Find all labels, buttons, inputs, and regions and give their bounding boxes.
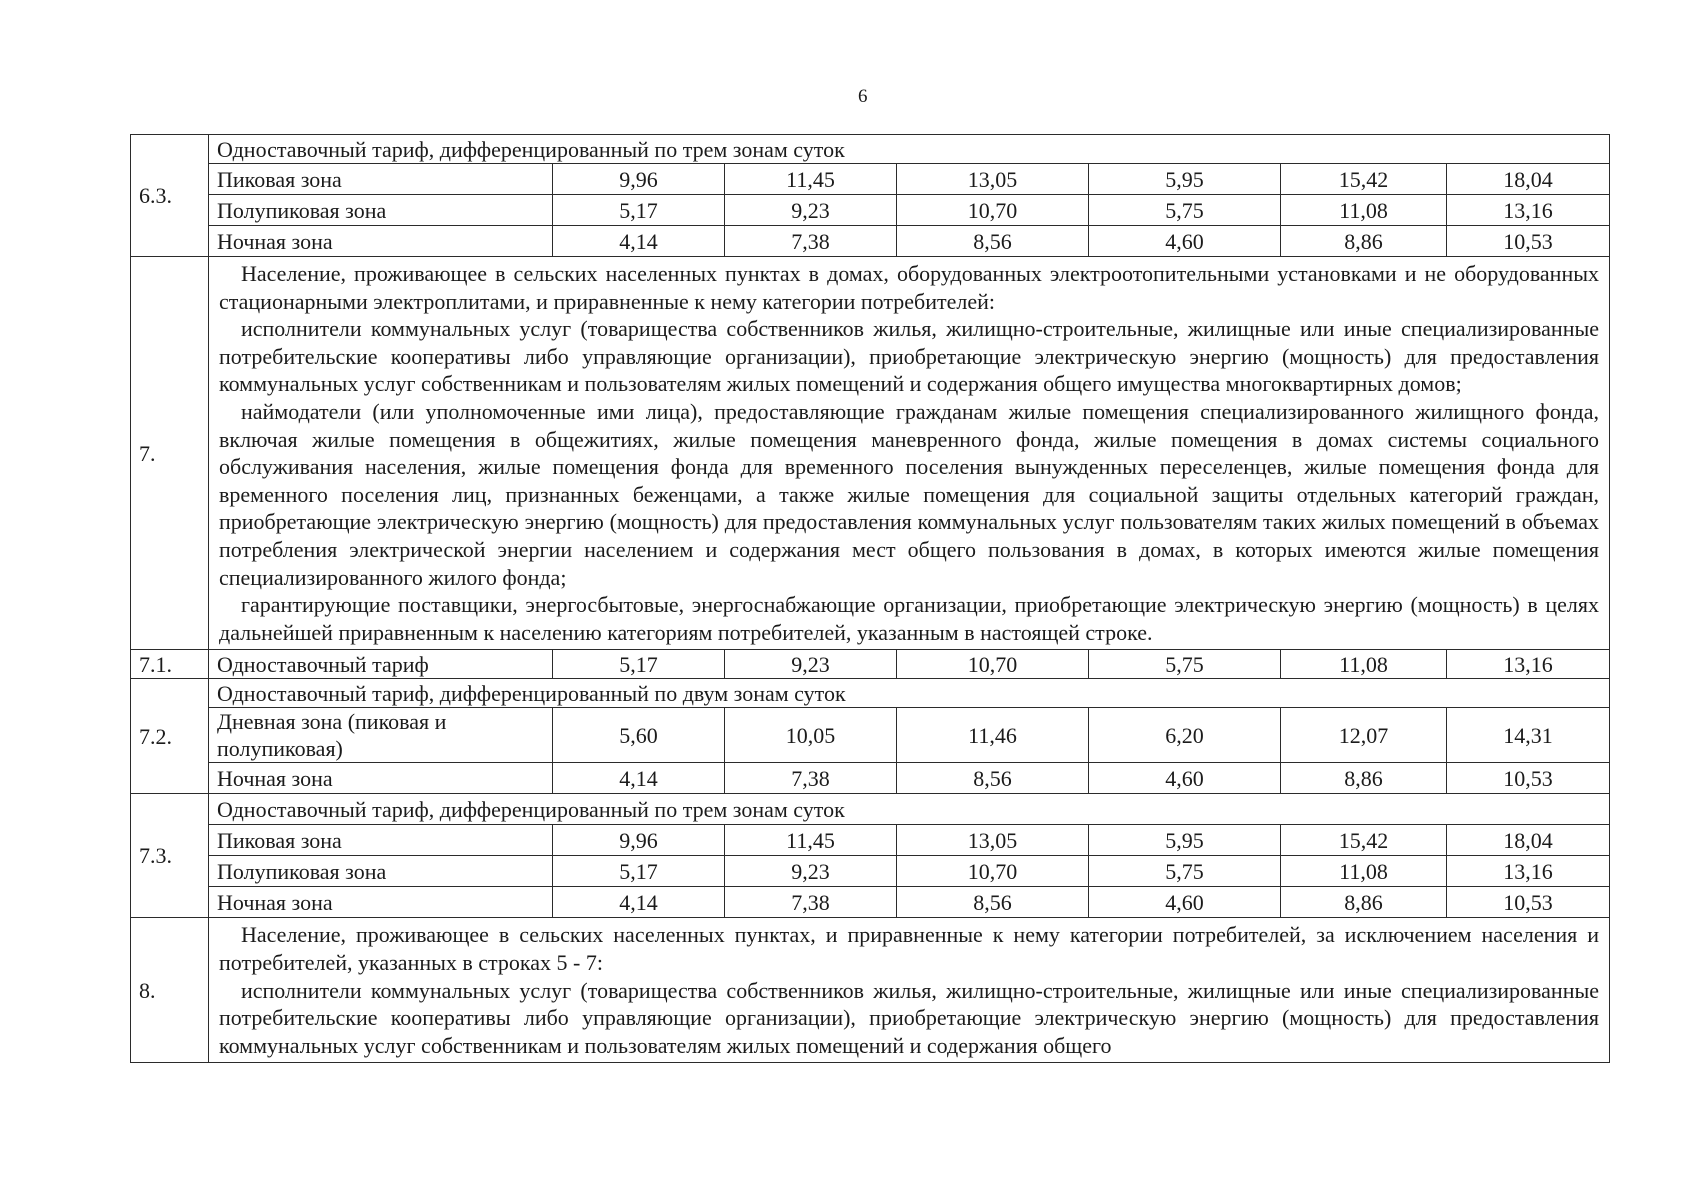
row-number: 7.2. [131, 679, 209, 794]
tariff-value: 10,53 [1447, 763, 1610, 794]
tariff-value: 8,56 [897, 887, 1089, 918]
tariff-value: 10,53 [1447, 887, 1610, 918]
tariff-value: 5,75 [1089, 856, 1281, 887]
tariff-value: 5,17 [553, 650, 725, 679]
tariff-value: 7,38 [725, 887, 897, 918]
tariff-value: 13,05 [897, 825, 1089, 856]
tariff-value: 11,08 [1281, 650, 1447, 679]
row-label: Ночная зона [209, 887, 553, 918]
section-header: Одноставочный тариф, дифференцированный по трем зонам суток [209, 135, 1610, 164]
row-label: Полупиковая зона [209, 856, 553, 887]
category-description [209, 918, 1610, 1063]
tariff-value: 14,31 [1447, 708, 1610, 763]
tariff-value: 13,05 [897, 164, 1089, 195]
row-label: Полупиковая зона [209, 195, 553, 226]
table-row [131, 195, 1610, 226]
table-row [131, 794, 1610, 825]
tariff-value: 5,17 [553, 195, 725, 226]
table-row [131, 164, 1610, 195]
tariff-value: 5,17 [553, 856, 725, 887]
tariff-value: 11,46 [897, 708, 1089, 763]
tariff-value: 13,16 [1447, 195, 1610, 226]
description-paragraph: Население, проживающее в сельских населенных пунктах в домах, оборудованных электроотопительными установками и не оборудованных стационарными электроплитами, и приравненные к нему категории потребителей: [219, 261, 1600, 314]
tariff-value: 15,42 [1281, 825, 1447, 856]
table-row [131, 679, 1610, 708]
tariff-value: 5,95 [1089, 164, 1281, 195]
tariff-value: 8,86 [1281, 887, 1447, 918]
table-row [131, 708, 1610, 763]
tariff-value: 9,23 [725, 195, 897, 226]
row-label: Одноставочный тариф [209, 650, 553, 679]
tariff-value: 5,75 [1089, 195, 1281, 226]
row-label: Пиковая зона [209, 825, 553, 856]
tariff-value: 12,07 [1281, 708, 1447, 763]
description-paragraph: гарантирующие поставщики, энергосбытовые, энергоснабжающие организации, приобретающие электрическую энергию (мощность) в целях дальнейшей приравненным к населению категориям потребителей, указанным в настоящей строке. [219, 592, 1600, 645]
tariff-value: 11,45 [725, 164, 897, 195]
table-row [131, 650, 1610, 679]
table-row [131, 257, 1610, 650]
tariff-value: 11,08 [1281, 856, 1447, 887]
tariff-value: 8,86 [1281, 226, 1447, 257]
row-number: 7.3. [131, 794, 209, 918]
table-row [131, 763, 1610, 794]
tariff-value: 7,38 [725, 226, 897, 257]
tariff-value: 10,70 [897, 195, 1089, 226]
section-header: Одноставочный тариф, дифференцированный по двум зонам суток [209, 679, 1610, 708]
description-paragraph: наймодатели (или уполномоченные ими лица), предоставляющие гражданам жилые помещения специализированного жилищного фонда, включая жилые помещения в общежитиях, жилые помещения маневренного фонда, жилые помещения в домах системы социального обслуживания населения, жилые помещения фонда для временного поселения вынужденных переселенцев, жилые помещения фонда для временного поселения лиц, признанных беженцами, а также жилые помещения для социальной защиты отдельных категорий граждан, приобретающие электрическую энергию (мощность) для предоставления коммунальных услуг пользователям таких жилых помещений в объемах потребления электрической энергии населением и содержания мест общего пользования в домах, в которых имеются жилые помещения специализированного жилого фонда; [219, 398, 1600, 590]
table-row [131, 887, 1610, 918]
tariff-value: 18,04 [1447, 825, 1610, 856]
tariff-value: 7,38 [725, 763, 897, 794]
tariff-value: 8,56 [897, 763, 1089, 794]
tariff-value: 5,75 [1089, 650, 1281, 679]
tariff-value: 5,60 [553, 708, 725, 763]
table-row [131, 135, 1610, 164]
table-row [131, 825, 1610, 856]
tariff-value: 18,04 [1447, 164, 1610, 195]
row-label: Ночная зона [209, 226, 553, 257]
tariff-value: 15,42 [1281, 164, 1447, 195]
tariff-value: 4,60 [1089, 226, 1281, 257]
tariff-value: 5,95 [1089, 825, 1281, 856]
tariff-value: 13,16 [1447, 856, 1610, 887]
tariff-value: 11,08 [1281, 195, 1447, 226]
row-number: 8. [131, 918, 209, 1063]
tariff-value: 4,14 [553, 763, 725, 794]
row-label: Ночная зона [209, 763, 553, 794]
tariff-value: 6,20 [1089, 708, 1281, 763]
tariff-value: 4,14 [553, 887, 725, 918]
tariff-value: 4,60 [1089, 887, 1281, 918]
tariff-value: 13,16 [1447, 650, 1610, 679]
tariff-value: 9,23 [725, 856, 897, 887]
tariff-value: 10,70 [897, 856, 1089, 887]
row-number: 6.3. [131, 135, 209, 257]
tariff-value: 10,70 [897, 650, 1089, 679]
tariff-value: 9,23 [725, 650, 897, 679]
description-paragraph: исполнители коммунальных услуг (товарищества собственников жилья, жилищно-строительные, жилищные или иные специализированные потребительские кооперативы либо управляющие организации), приобретающие электрическую энергию (мощность) для предоставления коммунальных услуг собственникам и пользователям жилых помещений и содержания общего имущества многоквартирных домов; [219, 316, 1600, 397]
tariff-value: 10,53 [1447, 226, 1610, 257]
table-row [131, 226, 1610, 257]
description-paragraph: исполнители коммунальных услуг (товарищества собственников жилья, жилищно-строительные, жилищные или иные специализированные потребительские кооперативы либо управляющие организации), приобретающие электрическую энергию (мощность) для предоставления коммунальных услуг собственникам и пользователям жилых помещений и содержания общего [219, 977, 1600, 1058]
tariff-value: 8,86 [1281, 763, 1447, 794]
description-paragraph: Население, проживающее в сельских населенных пунктах, и приравненные к нему категории потребителей, за исключением населения и потребителей, указанных в строках 5 - 7: [219, 922, 1600, 975]
tariff-value: 8,56 [897, 226, 1089, 257]
tariff-value: 9,96 [553, 825, 725, 856]
tariff-value: 4,14 [553, 226, 725, 257]
tariff-table [130, 134, 1610, 1063]
row-label: Пиковая зона [209, 164, 553, 195]
category-description [209, 257, 1610, 650]
tariff-value: 11,45 [725, 825, 897, 856]
table-row [131, 918, 1610, 1063]
row-number: 7.1. [131, 650, 209, 679]
tariff-value: 9,96 [553, 164, 725, 195]
section-header: Одноставочный тариф, дифференцированный по трем зонам суток [209, 794, 1610, 825]
row-label: Дневная зона (пиковая и полупиковая) [209, 708, 553, 763]
table-row [131, 856, 1610, 887]
tariff-value: 4,60 [1089, 763, 1281, 794]
tariff-value: 10,05 [725, 708, 897, 763]
page-number: 6 [858, 86, 868, 107]
row-number: 7. [131, 257, 209, 650]
